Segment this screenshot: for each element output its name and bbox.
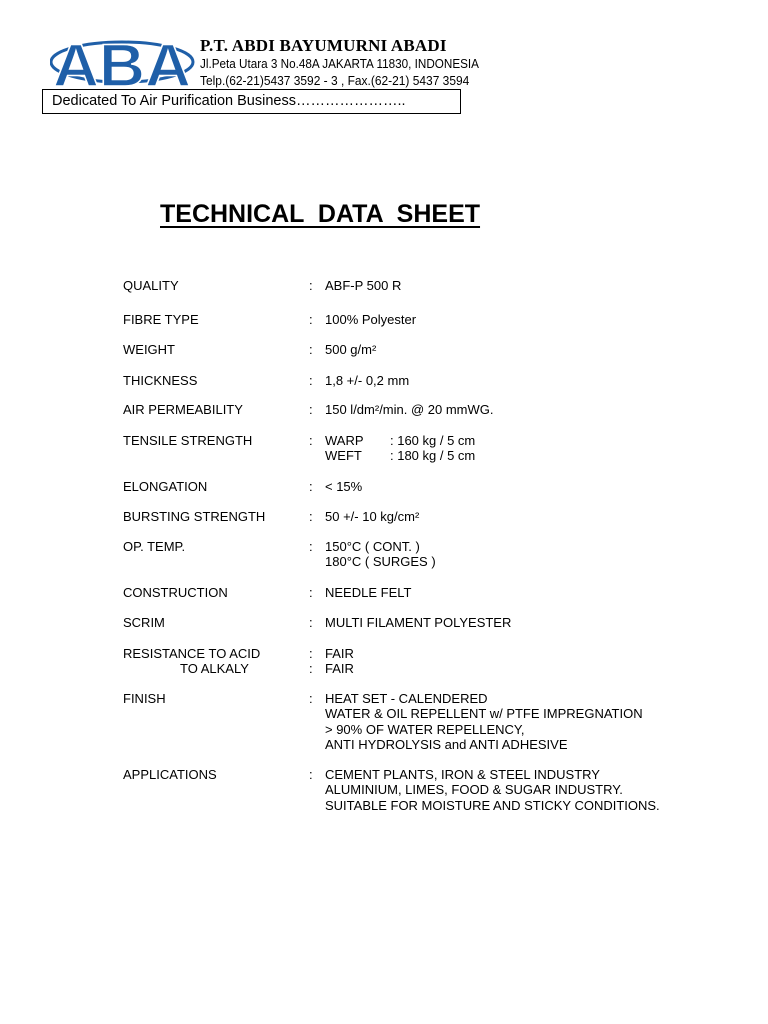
spec-colon: :: [309, 278, 313, 293]
spec-label: FIBRE TYPE: [123, 312, 199, 327]
spec-colon: :: [309, 646, 313, 661]
spec-value: ALUMINIUM, LIMES, FOOD & SUGAR INDUSTRY.: [325, 782, 623, 798]
spec-colon: :: [309, 342, 313, 357]
spec-value: 50 +/- 10 kg/cm²: [325, 509, 420, 524]
spec-value: ANTI HYDROLYSIS and ANTI ADHESIVE: [325, 736, 568, 752]
spec-colon: :: [309, 585, 313, 600]
spec-warp-label: WARP: [325, 433, 364, 448]
spec-label: SCRIM: [123, 615, 165, 630]
company-name: P.T. ABDI BAYUMURNI ABADI: [200, 36, 447, 55]
spec-label: QUALITY: [123, 278, 179, 293]
spec-sublabel: TO ALKALY: [180, 661, 249, 677]
aba-logo: [50, 36, 195, 90]
company-contact: Telp.(62-21)5437 3592 - 3 , Fax.(62-21) 5437 3594: [200, 73, 470, 88]
spec-value: > 90% OF WATER REPELLENCY,: [325, 721, 525, 737]
spec-value: < 15%: [325, 479, 363, 494]
spec-value: 100% Polyester: [325, 312, 417, 327]
spec-colon: :: [309, 615, 313, 630]
company-address: Jl.Peta Utara 3 No.48A JAKARTA 11830, INDONESIA: [200, 56, 479, 71]
spec-colon: :: [309, 767, 313, 782]
spec-label: ELONGATION: [123, 479, 208, 494]
aba-logo-text: ABA: [53, 36, 191, 90]
spec-label: BURSTING STRENGTH: [123, 509, 266, 524]
spec-colon: :: [309, 402, 313, 417]
spec-colon: :: [309, 661, 313, 677]
spec-label: AIR PERMEABILITY: [123, 402, 243, 417]
spec-colon: :: [309, 373, 313, 388]
spec-label: TENSILE STRENGTH: [123, 433, 253, 448]
spec-value: 500 g/m²: [325, 342, 377, 357]
spec-colon: :: [309, 691, 313, 706]
spec-value: WATER & OIL REPELLENT w/ PTFE IMPREGNATION: [325, 706, 643, 722]
spec-label: RESISTANCE TO ACID: [123, 646, 261, 661]
spec-value: NEEDLE FELT: [325, 585, 412, 600]
spec-value: HEAT SET - CALENDERED: [325, 691, 488, 706]
spec-warp-value: : 160 kg / 5 cm: [390, 433, 476, 448]
spec-colon: :: [309, 433, 313, 448]
spec-value: 180°C ( SURGES ): [325, 554, 436, 570]
tagline-box: [42, 89, 461, 114]
spec-label: CONSTRUCTION: [123, 585, 228, 600]
spec-colon: :: [309, 539, 313, 554]
spec-value: CEMENT PLANTS, IRON & STEEL INDUSTRY: [325, 767, 600, 782]
spec-value: ABF-P 500 R: [325, 278, 402, 293]
spec-weft-value: : 180 kg / 5 cm: [390, 448, 476, 464]
spec-label: OP. TEMP.: [123, 539, 186, 554]
spec-label: APPLICATIONS: [123, 767, 217, 782]
spec-value: FAIR: [325, 661, 354, 677]
spec-label: FINISH: [123, 691, 166, 706]
spec-label: THICKNESS: [123, 373, 198, 388]
spec-colon: :: [309, 479, 313, 494]
spec-value: 1,8 +/- 0,2 mm: [325, 373, 410, 388]
spec-label: WEIGHT: [123, 342, 175, 357]
spec-colon: :: [309, 509, 313, 524]
spec-colon: :: [309, 312, 313, 327]
spec-value: 150°C ( CONT. ): [325, 539, 420, 554]
page-title: TECHNICAL DATA SHEET: [160, 200, 481, 228]
spec-value: SUITABLE FOR MOISTURE AND STICKY CONDITIONS.: [325, 797, 660, 813]
tagline: Dedicated To Air Purification Business…………………..: [52, 93, 406, 109]
spec-value: MULTI FILAMENT POLYESTER: [325, 615, 512, 630]
spec-value: FAIR: [325, 646, 354, 661]
spec-weft-label: WEFT: [325, 448, 362, 464]
spec-value: 150 l/dm²/min. @ 20 mmWG.: [325, 402, 494, 417]
